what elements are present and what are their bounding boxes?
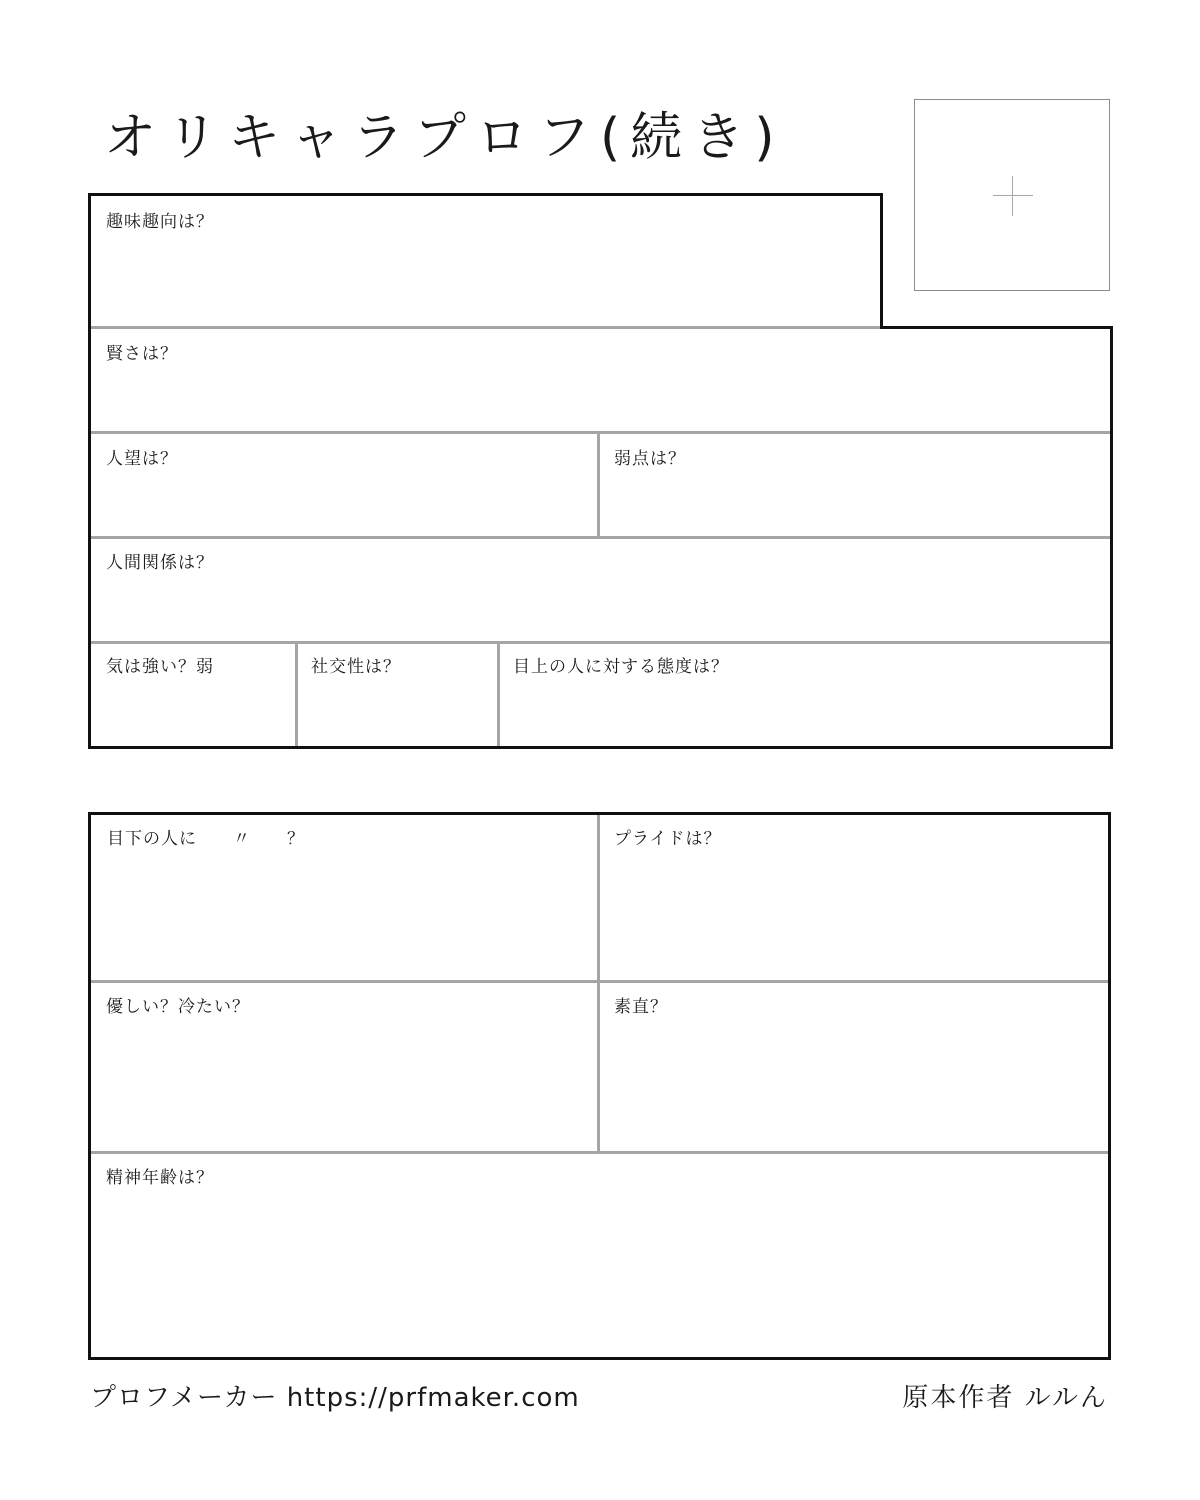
photo-upload-box[interactable] xyxy=(914,99,1110,291)
popularity-field[interactable] xyxy=(91,434,597,536)
hobby-label: 趣味趣向は？ xyxy=(106,212,214,232)
popularity-label: 人望は？ xyxy=(106,449,178,469)
kindness-field[interactable] xyxy=(91,983,597,1151)
sociability-label: 社交性は？ xyxy=(311,657,401,677)
footer-author-credit: 原本作者 ルルん xyxy=(902,1383,1108,1413)
page-title: オリキャラプロフ(続き) xyxy=(104,108,785,168)
weakness-field[interactable] xyxy=(600,434,1110,536)
honesty-label: 素直？ xyxy=(614,997,668,1017)
attitude-juniors-field[interactable] xyxy=(91,815,597,980)
temper-label: 気は強い？弱 xyxy=(106,657,214,677)
hobby-field[interactable] xyxy=(91,196,880,326)
weakness-label: 弱点は？ xyxy=(614,449,686,469)
pride-field[interactable] xyxy=(600,815,1108,980)
footer-site-credit[interactable]: プロフメーカー https://prfmaker.com xyxy=(90,1383,580,1413)
temper-field[interactable] xyxy=(91,644,295,746)
kindness-label: 優しい？冷たい？ xyxy=(106,997,250,1017)
relationships-field[interactable] xyxy=(91,539,1110,641)
pride-label: プライドは？ xyxy=(614,829,722,849)
smartness-field[interactable] xyxy=(91,329,1110,431)
attitude-superiors-field[interactable] xyxy=(500,644,1110,746)
mental-age-label: 精神年齢は？ xyxy=(106,1168,214,1188)
sociability-field[interactable] xyxy=(298,644,497,746)
mental-age-field[interactable] xyxy=(91,1154,1108,1357)
attitude-superiors-label: 目上の人に対する態度は？ xyxy=(513,657,729,677)
plus-icon xyxy=(993,176,1033,216)
relationships-label: 人間関係は？ xyxy=(106,553,214,573)
honesty-field[interactable] xyxy=(600,983,1108,1151)
attitude-juniors-label: 目下の人に 〃 ？ xyxy=(107,829,305,849)
smartness-label: 賢さは？ xyxy=(106,344,178,364)
